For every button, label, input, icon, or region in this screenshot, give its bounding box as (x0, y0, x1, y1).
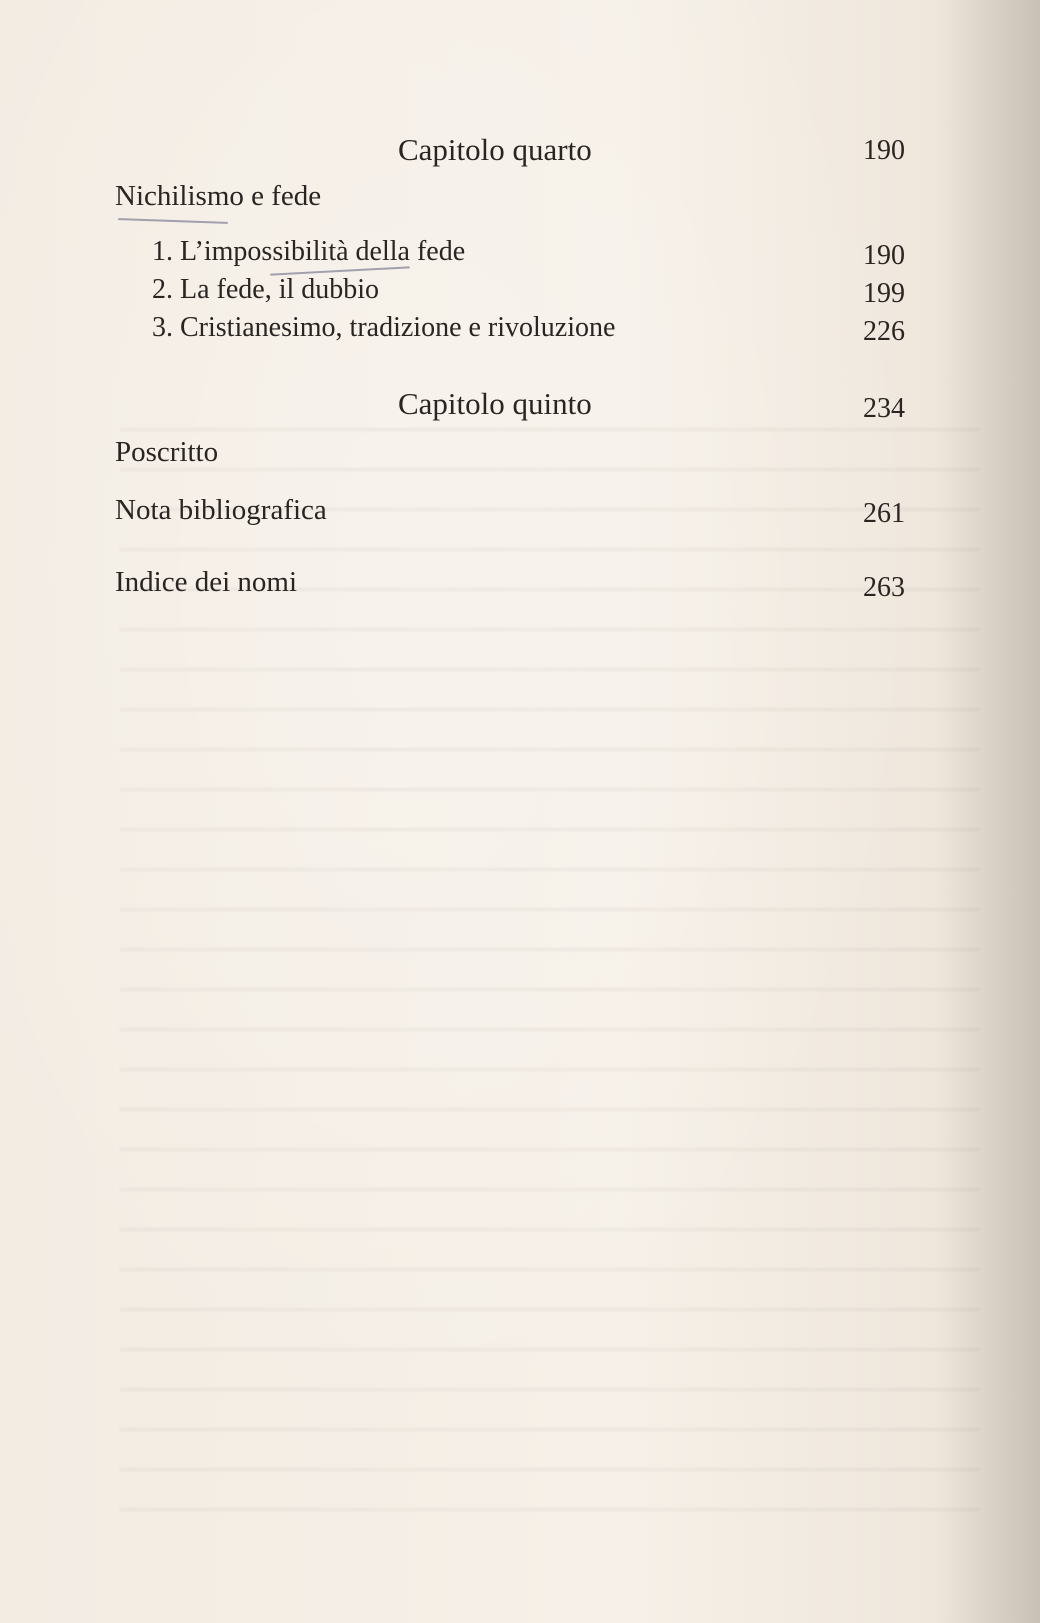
toc-item-2-page: 199 (863, 278, 905, 309)
pencil-underline (118, 218, 228, 224)
chapter-5-page: 234 (863, 393, 905, 424)
chapter-4-title: Capitolo quarto (398, 132, 592, 167)
toc-item-1-page: 190 (863, 240, 905, 271)
toc-item-2-label: 2. La fede, il dubbio (152, 274, 380, 305)
chapter-4-page: 190 (863, 135, 905, 166)
toc-item-1-label: 1. L’impossibilità della fede (152, 236, 466, 267)
poscritto-title: Poscritto (115, 436, 219, 468)
chapter-5-title: Capitolo quinto (398, 386, 592, 421)
chapter-4-section-title: Nichilismo e fede (115, 180, 322, 212)
toc-item-3-label: 3. Cristianesimo, tradizione e rivoluzione (152, 312, 616, 343)
nota-bibliografica-title: Nota bibliografica (115, 494, 327, 526)
indice-dei-nomi-page: 263 (863, 572, 905, 603)
indice-dei-nomi-title: Indice dei nomi (115, 566, 298, 598)
nota-bibliografica-page: 261 (863, 498, 905, 529)
toc-item-3-page: 226 (863, 316, 905, 347)
